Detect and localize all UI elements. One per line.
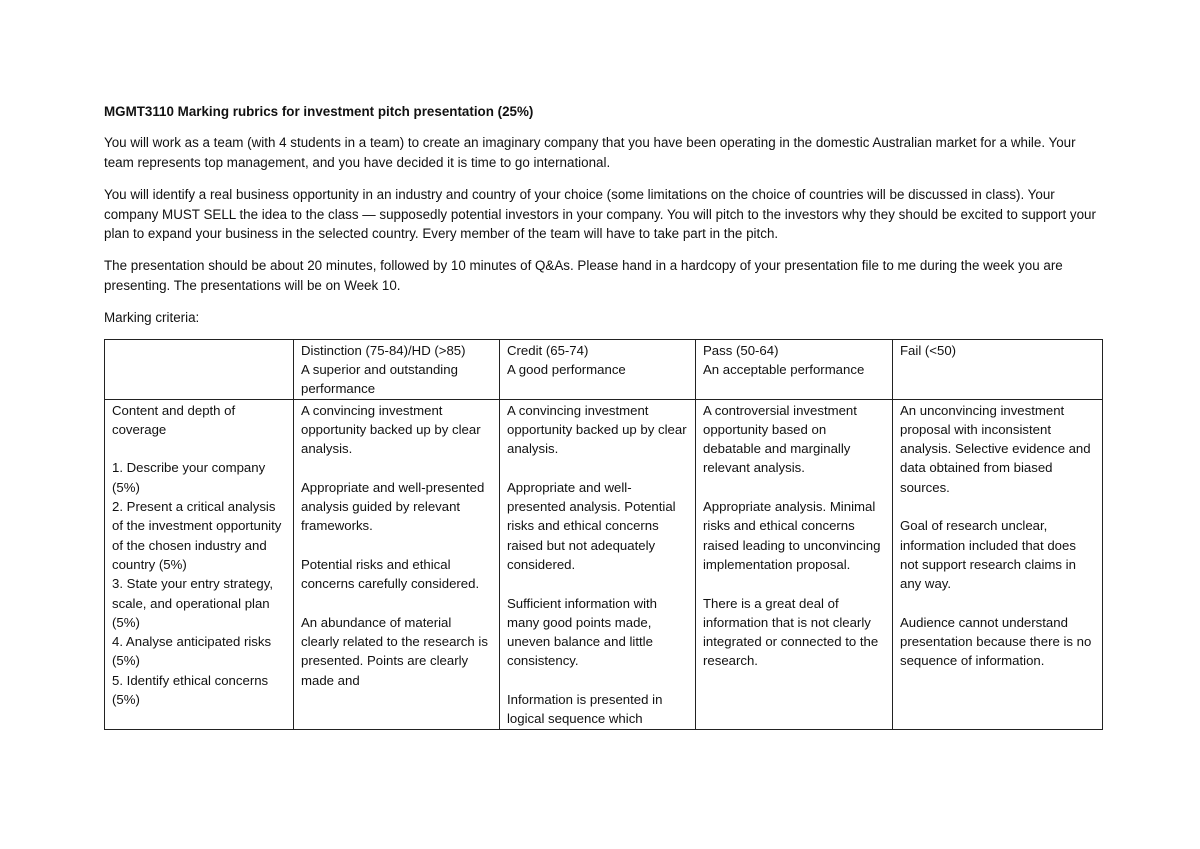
criteria-heading: Content and depth of coverage bbox=[112, 402, 236, 437]
header-cell-distinction bbox=[294, 339, 500, 399]
distinction-cell bbox=[294, 399, 500, 729]
criteria-item-2: 2. Present a critical analysis of the investment opportunity of the chosen industry and country (5%) bbox=[112, 499, 282, 572]
rubric-content-row bbox=[105, 399, 1103, 729]
fail-cell bbox=[893, 399, 1103, 729]
criteria-item-4: 4. Analyse anticipated risks (5%) bbox=[112, 634, 272, 669]
distinction-point-3: Potential risks and ethical concerns carefully considered. bbox=[301, 556, 480, 592]
header-grade-pass: Pass (50-64) bbox=[703, 342, 779, 358]
credit-point-4: Information is presented in logical sequence which bbox=[507, 692, 663, 727]
header-cell-credit bbox=[500, 339, 696, 399]
header-cell-pass bbox=[696, 339, 893, 399]
rubric-header-row bbox=[105, 339, 1103, 399]
criteria-item-5: 5. Identify ethical concerns (5%) bbox=[112, 672, 269, 707]
header-desc-pass: An acceptable performance bbox=[703, 361, 865, 377]
distinction-point-4: An abundance of material clearly related to the research is presented. Points are clearly made and bbox=[301, 614, 488, 688]
distinction-point-2: Appropriate and well-presented analysis guided by relevant frameworks. bbox=[301, 479, 485, 534]
pass-point-2: Appropriate analysis. Minimal risks and ethical concerns raised leading to unconvincing implementation proposal. bbox=[703, 499, 881, 572]
credit-point-2: Appropriate and well-presented analysis. Potential risks and ethical concerns raised but not adequately considered. bbox=[507, 479, 676, 572]
fail-point-1: An unconvincing investment proposal with inconsistent analysis. Selective evidence and data obtained from biased sources. bbox=[900, 402, 1091, 495]
criteria-cell bbox=[105, 399, 294, 729]
credit-point-1: A convincing investment opportunity backed up by clear analysis. bbox=[507, 402, 687, 457]
fail-point-3: Audience cannot understand presentation because there is no sequence of information. bbox=[900, 614, 1092, 669]
header-desc-distinction: A superior and outstanding performance bbox=[301, 361, 458, 397]
intro-paragraph: You will work as a team (with 4 students in a team) to create an imaginary company that you have been operating in the domestic Australian market for a while. Your team represents top management, and you have decided it is time to go international. bbox=[104, 135, 1076, 170]
pass-cell bbox=[696, 399, 893, 729]
opportunity-paragraph: You will identify a real business opportunity in an industry and country of your choice (some limitations on the choice of countries will be discussed in class). Your company MUST SELL the idea to the class — supposedly potential investors in your company. You will pitch to the investors why they should be excited to support your plan to expand your business in the selected country. Every member of the team will have to take part in the pitch. bbox=[104, 187, 1096, 242]
pass-point-3: There is a great deal of information that is not clearly integrated or connected to the research. bbox=[703, 595, 879, 669]
header-grade-fail: Fail (<50) bbox=[900, 342, 957, 358]
pass-point-1: A controversial investment opportunity based on debatable and marginally relevant analysis. bbox=[703, 402, 857, 476]
credit-point-3: Sufficient information with many good points made, uneven balance and little consistency. bbox=[507, 595, 658, 669]
distinction-point-1: A convincing investment opportunity backed up by clear analysis. bbox=[301, 402, 481, 457]
criteria-item-3: 3. State your entry strategy, scale, and operational plan (5%) bbox=[112, 576, 274, 630]
marking-criteria-label: Marking criteria: bbox=[104, 310, 200, 326]
presentation-paragraph: The presentation should be about 20 minutes, followed by 10 minutes of Q&As. Please hand in a hardcopy of your presentation file to me during the week you are presenting. The presentations will be on Week 10. bbox=[104, 258, 1063, 293]
header-grade-credit: Credit (65-74) bbox=[507, 342, 589, 358]
header-cell-empty bbox=[105, 339, 294, 399]
rubric-table bbox=[104, 339, 1103, 730]
header-desc-credit: A good performance bbox=[507, 361, 626, 377]
document-body bbox=[104, 102, 1102, 730]
criteria-item-1: 1. Describe your company (5%) bbox=[112, 460, 266, 495]
credit-cell bbox=[500, 399, 696, 729]
fail-point-2: Goal of research unclear, information included that does not support research claims in any way. bbox=[900, 518, 1076, 592]
header-cell-fail bbox=[893, 339, 1103, 399]
header-grade-distinction: Distinction (75-84)/HD (>85) bbox=[301, 342, 466, 358]
document-title: MGMT3110 Marking rubrics for investment pitch presentation (25%) bbox=[104, 104, 534, 119]
